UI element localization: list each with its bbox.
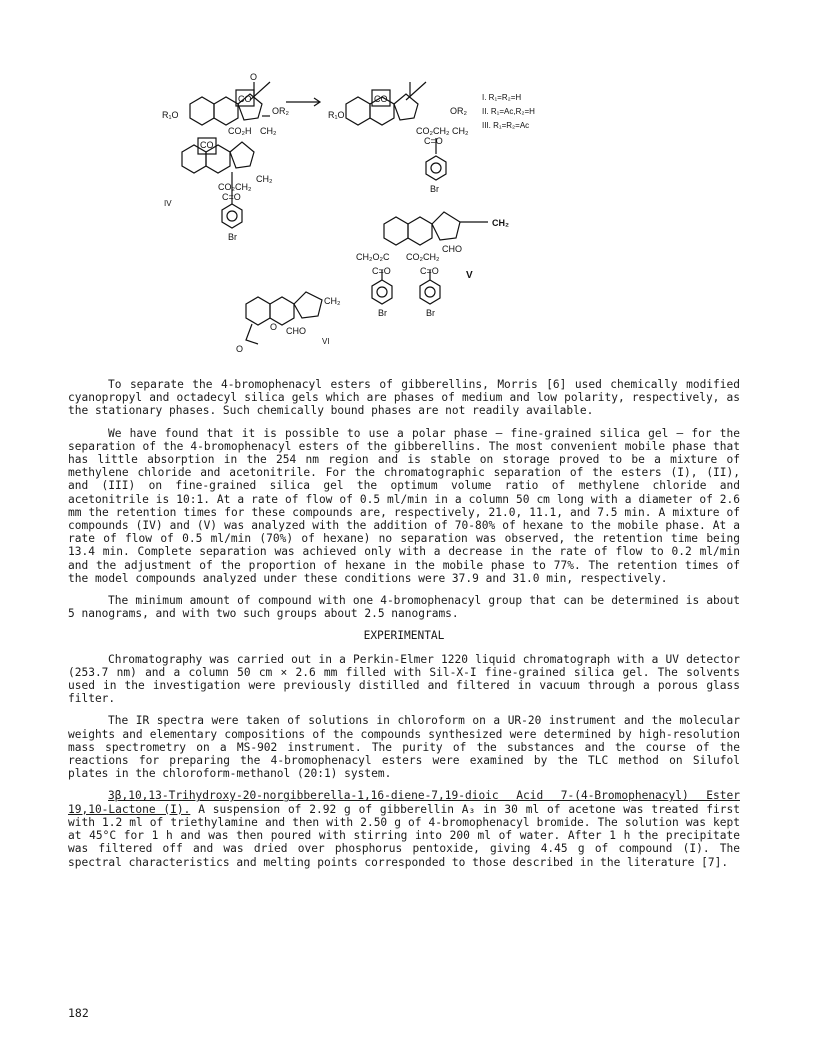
experimental-paragraph-1	[68, 653, 740, 706]
vi-o2-label: O	[236, 344, 244, 354]
v-ch2-label: CH₂	[492, 218, 509, 228]
paragraph-3	[68, 594, 740, 620]
chemical-scheme	[160, 72, 720, 372]
br-mid-label: Br	[430, 184, 439, 194]
iv-label: IV	[164, 199, 172, 208]
v-cho-label: CHO	[442, 244, 462, 254]
v-c-o-label-1: C=O	[372, 266, 391, 276]
o-left-label: O	[250, 72, 258, 82]
paragraph-2-text: We have found that it is possible to use a polar phase — fine-grained silica gel — for the separation of the 4-bromophenacyl esters of the gibberellins. The most convenient mobile phase that has little absorption in the 254 nm region and is stable on storage proved to be a mixture of methylene chloride and acetonitrile. For the chromatographic separation of the esters (I), (II), and (III) on fine-grained silica gel the optimum volume ratio of methylene chloride and acetonitrile is 10:1. At a rate of flow of 0.5 ml/min in a column 50 cm long with a diameter of 2.6 mm the retention times for these compounds are, respectively, 21.0, 11.1, and 7.5 min. A mixture of compounds (IV) and (V) was analyzed with the addition of 70-80% of hexane to the mobile phase. At a rate of flow of 0.5 ml/min (70%) of hexane) no separation was observed, the retention time being 13.4 min. Complete separation was achieved only with a decrease in the rate of flow to 0.2 ml/min and the adjustment of the proportion of hexane in the mobile phase to 77%. The retention times of the model compounds analyzed under these conditions were 37.9 and 31.0 min, respectively.	[68, 426, 740, 585]
paragraph-1-text: To separate the 4-bromophenacyl esters of gibberellins, Morris [6] used chemically modified cyanopropyl and octadecyl silica gels which are phases of medium and low polarity, respectively, as the stationary phases. Such chemically bound phases are not readily available.	[68, 378, 740, 418]
vi-o-label: O	[270, 322, 278, 332]
iv-co-label: CO	[200, 140, 214, 150]
experimental-paragraph-1-text: Chromatography was carried out in a Perkin-Elmer 1220 liquid chromatograph with a UV detector (253.7 nm) and a column 50 cm × 2.6 mm filled with Sil-X-I fine-grained silica gel. The solvents used in the investigation were previously distilled and filtered in vacuum through a porous glass filter.	[68, 652, 740, 706]
experimental-paragraph-2-text: The IR spectra were taken of solutions in chloroform on a UR-20 instrument and the molecular weights and elementary compositions of the compounds synthesized were determined by high-resolution mass spectrometry on a MS-902 instrument. The purity of the substances and the course of the reactions for preparing the 4-bromophenacyl esters were examined by the TLC method on Silufol plates in the chloroform-methanol (20:1) system.	[68, 714, 740, 781]
paragraph-2	[68, 427, 740, 585]
v-co2ch2-label: CO₂CH₂	[406, 252, 440, 262]
vi-cho-label: CHO	[286, 326, 306, 336]
compound-paragraph	[68, 789, 740, 868]
experimental-heading: EXPERIMENTAL	[363, 629, 445, 643]
v-br-label-2: Br	[426, 308, 435, 318]
compound-text: A suspension of 2.92 g of gibberellin A₃ in 30 ml of acetone was treated first with 1.2 ml of triethylamine and then with 2.50 g of 4-bromophenacyl bromide. The solution was kept at 45°C for 1 h and was then poured with stirring into 200 ml of water. After 1 h the precipitate was filtered off and was dried over phosphorus pentoxide, giving 4.45 g of compound (I). The spectral characteristics and melting points corresponded to those described in the literature [7].	[68, 802, 740, 869]
iv-c-o-label: C=O	[222, 192, 241, 202]
co2ch2-mid-label: CO₂CH₂	[416, 126, 450, 136]
page-number: 182	[68, 1006, 89, 1020]
experimental-paragraph-2	[68, 714, 740, 780]
compound-title: 3β,10,13-Trihydroxy-20-norgibberella-1,16-diene-7,19-dioic Acid 7-(4-Bromophenacyl) Ester 19,10-Lactone (I).	[68, 789, 740, 816]
ch2-left-label: CH₂	[260, 126, 277, 136]
legend-i: I. R₁=R₂=H	[482, 93, 522, 102]
v-c-o-label-2: C=O	[420, 266, 439, 276]
v-br-label-1: Br	[378, 308, 387, 318]
legend-iii: III. R₁=R₂=Ac	[482, 121, 530, 130]
v-ch2o2c-label: CH₂O₂C	[356, 252, 390, 262]
c-o-mid-label: C=O	[424, 136, 443, 146]
iv-br-label: Br	[228, 232, 237, 242]
reaction-scheme-figure	[160, 72, 720, 372]
or2-left-label: OR₂	[272, 106, 289, 116]
ch2-mid-label: CH₂	[452, 126, 469, 136]
r1o-left-label: R₁O	[162, 110, 179, 120]
paragraph-3-text: The minimum amount of compound with one 4-bromophenacyl group that can be determined is about 5 nanograms, and with two such groups about 2.5 nanograms.	[68, 594, 740, 621]
paragraph-1	[68, 378, 740, 418]
or2-mid-label: OR₂	[450, 106, 467, 116]
v-label: V	[466, 270, 473, 281]
vi-ch2-label: CH₂	[324, 296, 341, 306]
body-text	[68, 378, 740, 878]
co-left-label: CO	[238, 94, 252, 104]
legend-ii: II. R₁=Ac,R₂=H	[482, 107, 535, 116]
r1o-mid-label: R₁O	[328, 110, 345, 120]
co2h-label: CO₂H	[228, 126, 252, 136]
iv-co2ch2-label: CO₂CH₂	[218, 182, 252, 192]
co-mid-label: CO	[374, 94, 388, 104]
iv-ch2-label: CH₂	[256, 174, 273, 184]
vi-label: VI	[322, 337, 330, 346]
